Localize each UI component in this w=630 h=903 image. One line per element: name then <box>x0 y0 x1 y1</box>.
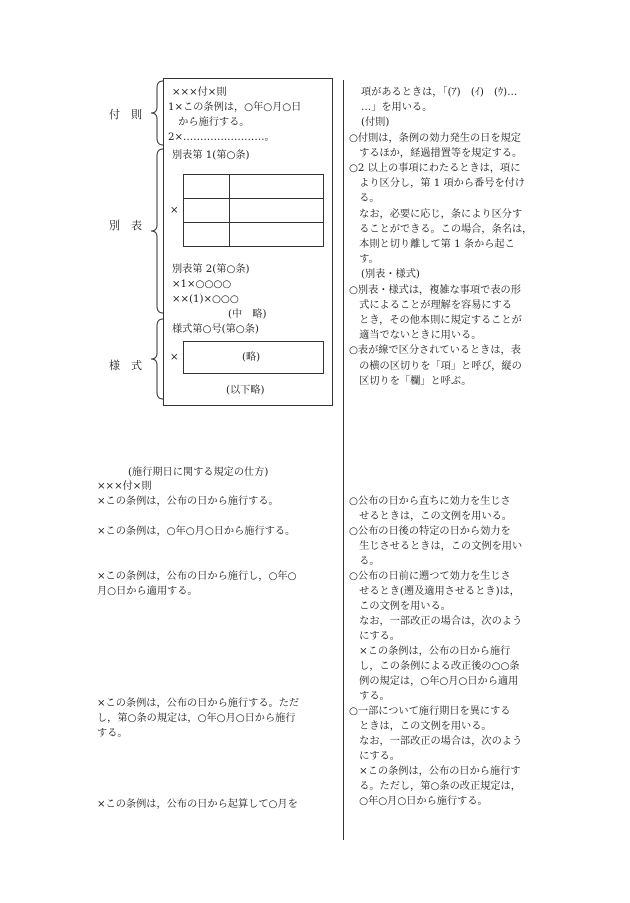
r4-line: ときは，この文例を用いる。 <box>349 721 492 732</box>
r3-line: する。 <box>349 691 390 702</box>
right-top-line: 式によることが理解を容易にする <box>349 299 512 311</box>
example-4-line-3: する。 <box>97 728 128 739</box>
r2-line: ○公布の日後の特定の日から効力を <box>349 526 511 537</box>
right-top-line: 項があるときは，「(ｱ) (ｲ) (ｳ)… <box>361 87 518 98</box>
right-top-line: ○別表・様式は，複雑な事項で表の形 <box>349 284 521 296</box>
right-top-line: ○2 以上の事項にわたるときは，項に <box>349 163 521 175</box>
r4-line: る。ただし，第○条の改正規定は， <box>349 781 521 792</box>
label-beppyo: 別 表 <box>109 219 142 232</box>
right-top-line: (付則) <box>361 117 390 129</box>
sample-table-vline <box>229 175 230 246</box>
sample-table-hline-2 <box>184 222 323 223</box>
r1-line: ○公布の日から直ちに効力を生じさ <box>349 496 511 507</box>
right-top-line: の横の区切りを「項」と呼び，縦の <box>349 360 522 372</box>
brace-beppyo-icon <box>150 148 164 314</box>
fusoku-line-3: から施行する。 <box>168 117 250 128</box>
brace-fusoku-icon <box>150 80 164 146</box>
r3-line: せるとき(遡及適用させるとき)は， <box>349 586 520 597</box>
sample-table <box>183 174 324 247</box>
right-top-line: …」を用いる。 <box>361 102 433 114</box>
r3-line: にする。 <box>349 631 400 642</box>
r4-line: ○一部について施行期日を異にする <box>349 706 511 717</box>
right-top-line: す。 <box>349 254 379 266</box>
bottom-title: ×××付×則 <box>97 481 152 492</box>
right-top-line: ○表が線で区分されているときは，表 <box>349 345 521 357</box>
beppyo-title-2: 別表第 2(第○条) <box>172 264 250 275</box>
r3-line: し，この条例による改正後の○○条 <box>349 661 520 672</box>
r3-line: ○公布の日前に遡つて効力を生じさ <box>349 571 511 582</box>
right-top-line: ることができる。この場合，条名は， <box>349 223 533 235</box>
right-top-line: 区切りを「欄」と呼ぶ。 <box>349 375 472 387</box>
beppyo-line-2: ××(1)×○○○ <box>172 294 239 305</box>
fusoku-line-1: ×××付×則 <box>172 87 227 98</box>
right-top-line: ○付則は，条例の効力発生の日を規定 <box>349 132 521 144</box>
r4-line: ×この条例は，公布の日から施行す <box>349 766 521 777</box>
example-4-line-1: ×この条例は，公布の日から施行する。ただ <box>97 698 300 709</box>
example-4-line-2: し，第○条の規定は，○年○月○日から施行 <box>97 713 296 724</box>
fusoku-line-4: 2×……………………。 <box>168 132 275 143</box>
fusoku-line-2: 1×この条例は，○年○月○日 <box>168 102 302 113</box>
r4-line: ○年○月○日から施行する。 <box>349 796 488 807</box>
example-2: ×この条例は，○年○月○日から施行する。 <box>97 526 296 537</box>
r3-line: なお，一部改正の場合は，次のよう <box>349 616 523 627</box>
right-bottom-r3 <box>349 569 522 704</box>
r4-line: にする。 <box>349 751 400 762</box>
r3-line: ×この条例は，公布の日から施行 <box>349 646 511 657</box>
sample-table-hline-1 <box>184 198 323 199</box>
beppyo-line-1: ×1×○○○○ <box>172 279 232 290</box>
example-1: ×この条例は，公布の日から施行する。 <box>97 496 279 507</box>
r2-line: る。 <box>349 556 380 567</box>
right-bottom-r1 <box>349 494 512 524</box>
right-top-line: するほか，経過措置等を規定する。 <box>349 147 523 159</box>
r4-line: なお，一部改正の場合は，次のよう <box>349 736 523 747</box>
right-top-line: (別表・様式) <box>361 269 420 281</box>
right-top-line: なお，必要に応じ，条により区分す <box>349 208 523 220</box>
right-top-text <box>349 85 532 389</box>
yoshiki-title: 様式第○号(第○条) <box>172 324 259 335</box>
chuuryaku: (中 略) <box>228 309 267 320</box>
r3-line: この文例を用いる。 <box>349 601 451 612</box>
ika-ryaku: (以下略) <box>226 385 265 396</box>
r3-line: 例の規定は，○年○月○日から適用 <box>349 676 519 687</box>
ryaku: (略) <box>242 352 261 363</box>
example-3-line-1: ×この条例は，公布の日から施行し，○年○ <box>97 571 297 582</box>
right-top-line: より区分し，第 1 項から番号を付け <box>349 178 525 190</box>
cross-mark: × <box>170 205 179 216</box>
right-bottom-r4 <box>349 704 522 809</box>
section-heading: (施行期日に関する規定の仕方) <box>128 467 269 478</box>
yoshiki-cross: × <box>170 352 179 363</box>
label-yoshiki: 様 式 <box>109 359 142 372</box>
example-5: ×この条例は，公布の日から起算して○月を <box>97 799 298 810</box>
right-bottom-r2 <box>349 524 522 569</box>
right-top-line: 本則と切り離して第 1 条から起こ <box>349 239 515 251</box>
r1-line: せるときは，この文例を用いる。 <box>349 511 512 522</box>
center-divider <box>343 80 344 840</box>
example-3-line-2: 月○日から適用する。 <box>97 586 198 597</box>
brace-yoshiki-icon <box>150 318 164 400</box>
right-top-line: る。 <box>349 193 380 205</box>
right-top-line: とき，その他本則に規定することが <box>349 315 522 327</box>
r2-line: 生じさせるときは，この文例を用い <box>349 541 523 552</box>
beppyo-title-1: 別表第 1(第○条) <box>172 150 250 161</box>
label-fusoku: 付 則 <box>109 108 142 121</box>
right-top-line: 適当でないときに用いる。 <box>349 330 482 342</box>
